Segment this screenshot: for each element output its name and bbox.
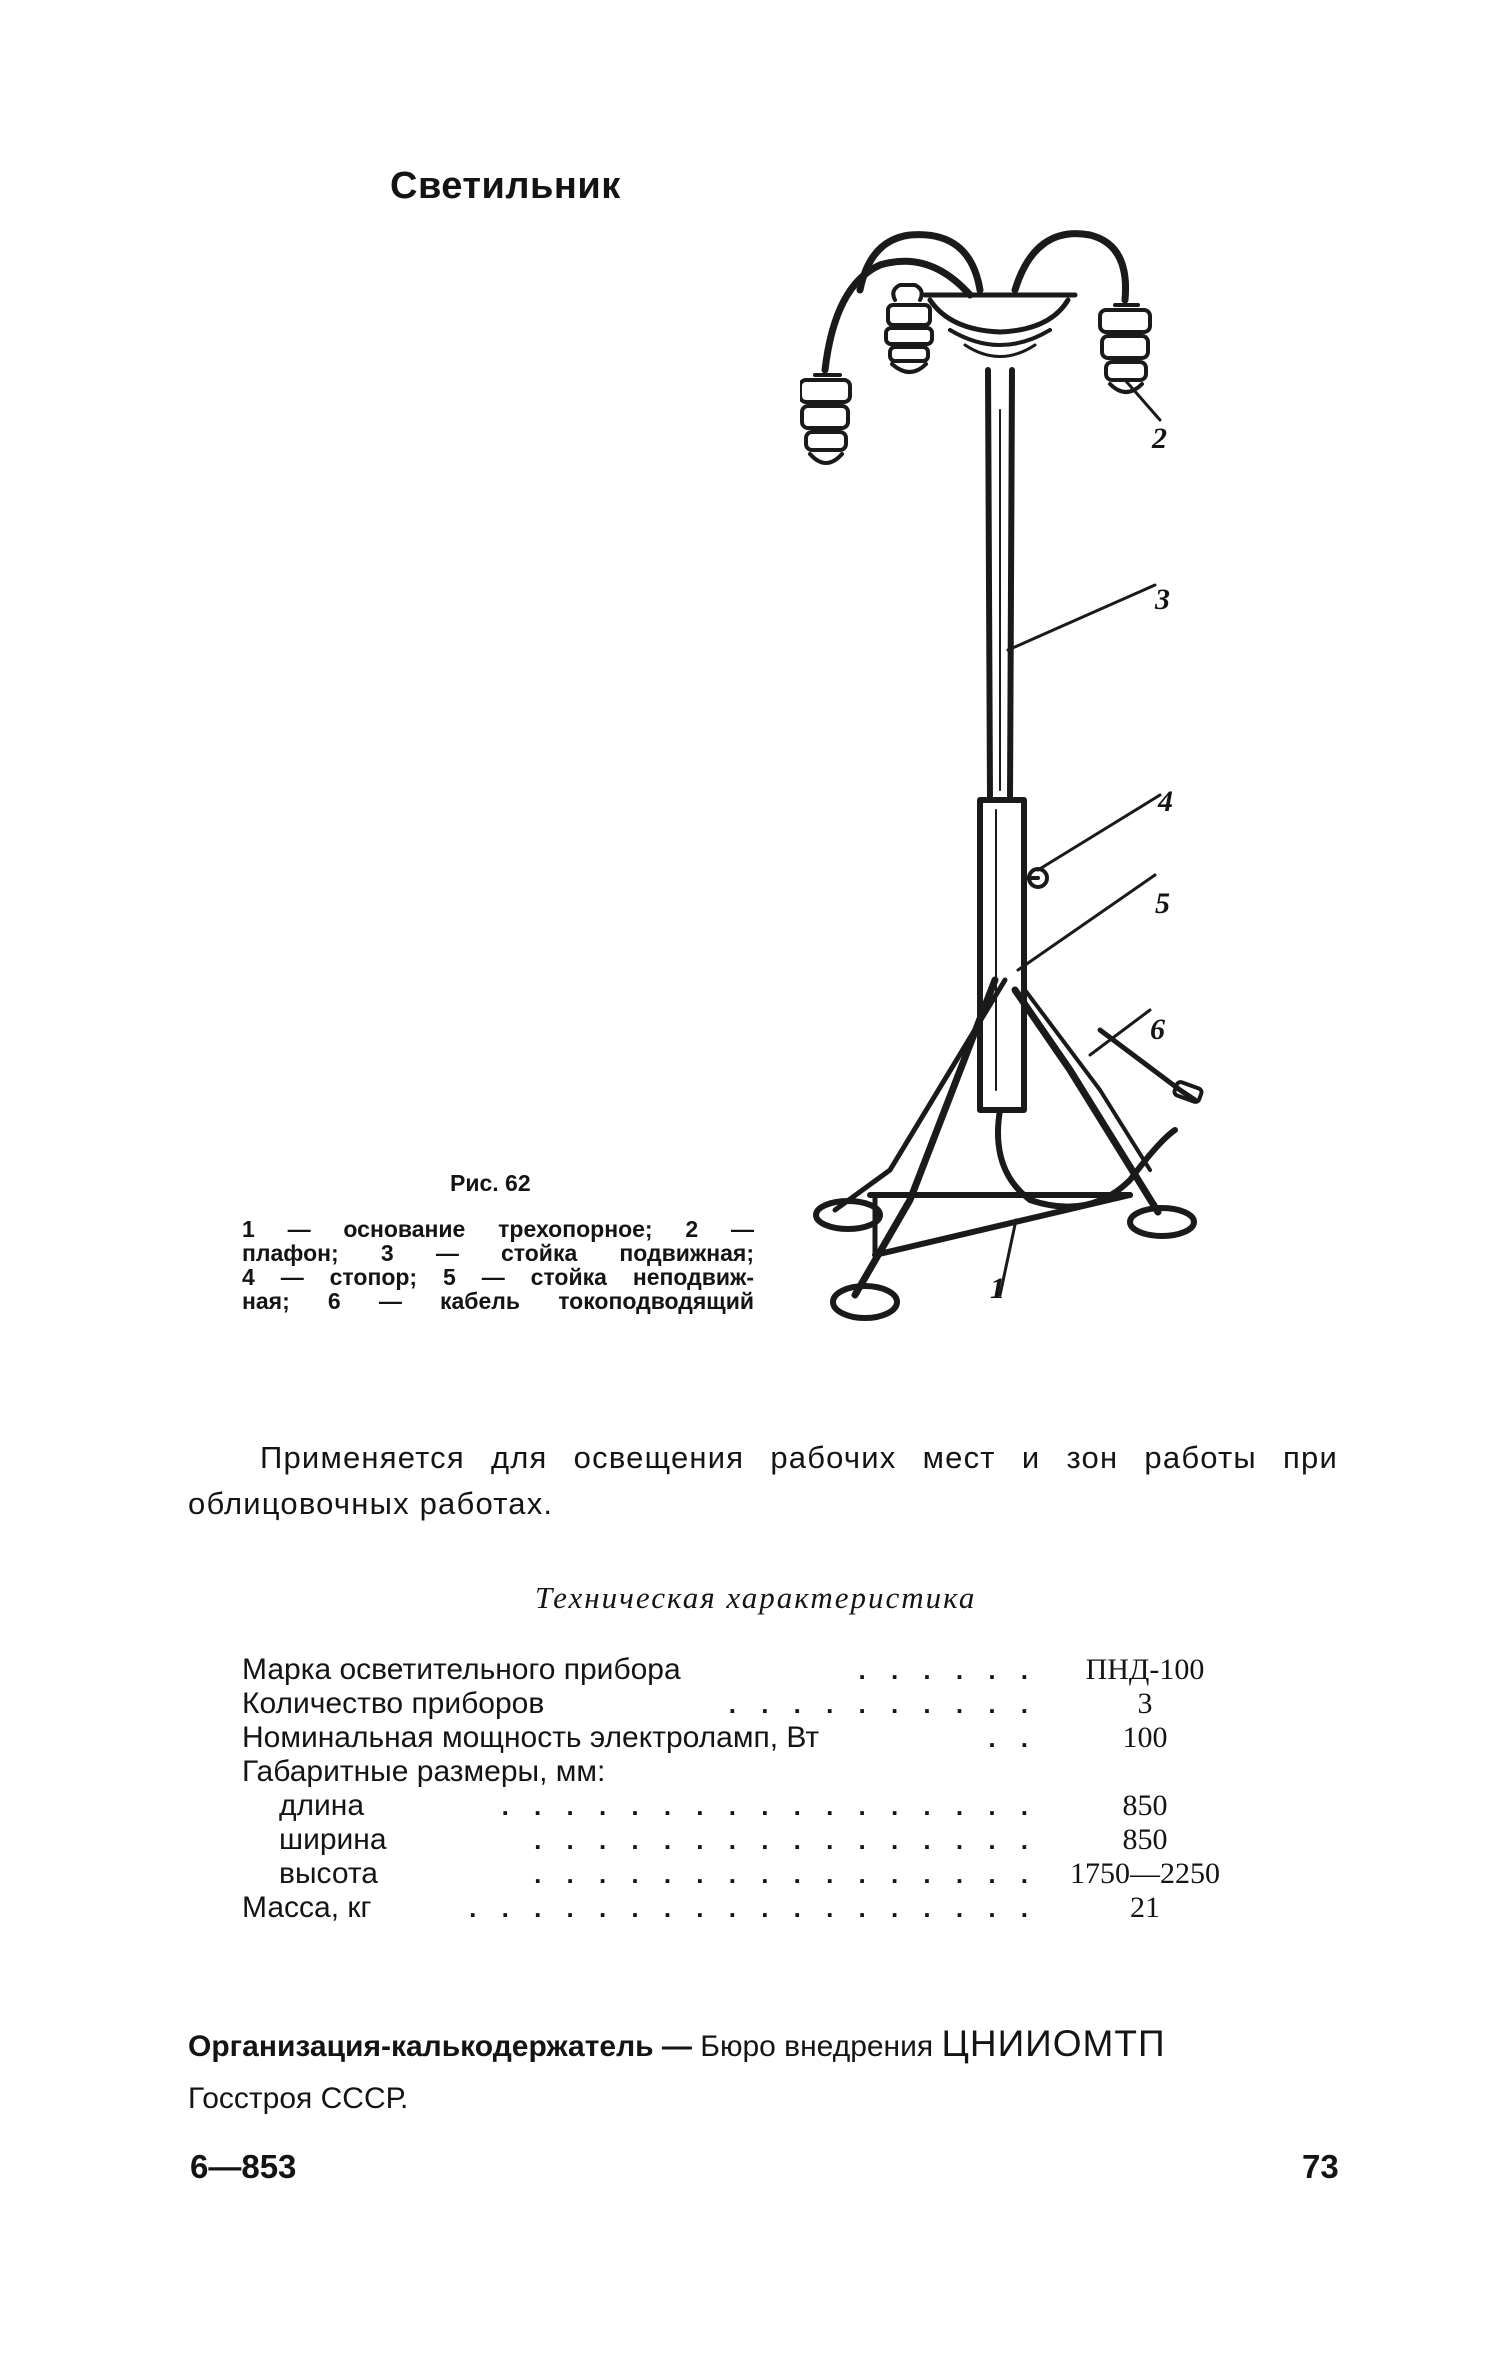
spec-leader-dots: . . . . . . xyxy=(858,1655,1037,1685)
spec-label: ширина xyxy=(279,1823,387,1856)
spec-value: ПНД-100 xyxy=(1085,1653,1205,1686)
specs-title: Техническая характеристика xyxy=(535,1580,977,1615)
spec-row xyxy=(242,1823,1282,1857)
specs-table xyxy=(242,1653,1282,1925)
spec-label: высота xyxy=(279,1857,378,1890)
spec-leader-dots: . . . . . . . . . . xyxy=(728,1689,1037,1719)
organization-line2: Госстроя СССР. xyxy=(188,2082,409,2115)
figure-legend xyxy=(242,1217,754,1313)
spec-value: 21 xyxy=(1130,1891,1160,1924)
callout-2: 2 xyxy=(1152,422,1167,455)
spec-row xyxy=(242,1687,1282,1721)
description-paragraph: Применяется для освещения рабочих мест и зон работы при облицовочных работах. xyxy=(188,1440,1338,1521)
spec-label: Габаритные размеры, мм: xyxy=(242,1755,606,1788)
spec-leader-dots: . . . . . . . . . . . . . . . . xyxy=(534,1825,1037,1855)
legend-line: 4 — стопор; 5 — стойка неподвиж- xyxy=(242,1264,754,1290)
lamp-shade xyxy=(800,375,850,463)
spec-label: Марка осветительного прибора xyxy=(242,1653,681,1686)
callout-5: 5 xyxy=(1155,887,1170,920)
spec-leader-dots: . . . . . . . . . . . . . . . . . . xyxy=(469,1893,1037,1923)
callout-4: 4 xyxy=(1158,785,1173,818)
spec-row xyxy=(242,1721,1282,1755)
spec-row xyxy=(242,1857,1282,1891)
spec-value: 3 xyxy=(1137,1687,1153,1720)
spec-leader-dots: . . . . . . . . . . . . . . . . xyxy=(534,1859,1037,1889)
spec-value: 850 xyxy=(1122,1823,1168,1856)
spec-label: Номинальная мощность электроламп, Вт xyxy=(242,1721,820,1754)
spec-label: Масса, кг xyxy=(242,1891,372,1924)
callout-1: 1 xyxy=(990,1272,1005,1305)
lamp-arm xyxy=(1015,234,1126,300)
footer-code: 6—853 xyxy=(190,2148,297,2185)
figure-label: Рис. 62 xyxy=(450,1170,531,1196)
legend-line: 1 — основание трехопорное; 2 — xyxy=(242,1216,754,1242)
lamp-illustration xyxy=(800,210,1240,1340)
organization-note xyxy=(188,2018,1348,2125)
spec-row xyxy=(242,1789,1282,1823)
organization-abbrev: ЦНИИОМТП xyxy=(941,2023,1166,2064)
spec-leader-dots: . . xyxy=(988,1723,1037,1753)
spec-value: 100 xyxy=(1122,1721,1168,1754)
callout-3: 3 xyxy=(1155,583,1170,616)
spec-value: 850 xyxy=(1122,1789,1168,1822)
page-number: 73 xyxy=(1302,2148,1339,2185)
callout-6: 6 xyxy=(1150,1013,1165,1046)
organization-label: Организация-калькодержатель — xyxy=(188,2030,692,2063)
spec-label: Количество приборов xyxy=(242,1687,545,1720)
legend-line: плафон; 3 — стойка подвижная; xyxy=(242,1240,754,1266)
spec-value: 1750—2250 xyxy=(1070,1857,1220,1890)
spec-label: длина xyxy=(279,1789,365,1822)
organization-text: Бюро внедрения xyxy=(700,2030,934,2063)
legend-line: ная; 6 — кабель токоподводящий xyxy=(242,1288,754,1314)
page-title: Светильник xyxy=(390,165,621,207)
spec-row xyxy=(242,1755,1282,1789)
spec-row xyxy=(242,1653,1282,1687)
spec-row xyxy=(242,1891,1282,1925)
spec-leader-dots: . . . . . . . . . . . . . . . . . xyxy=(501,1791,1037,1821)
lamp-shade xyxy=(886,285,932,372)
